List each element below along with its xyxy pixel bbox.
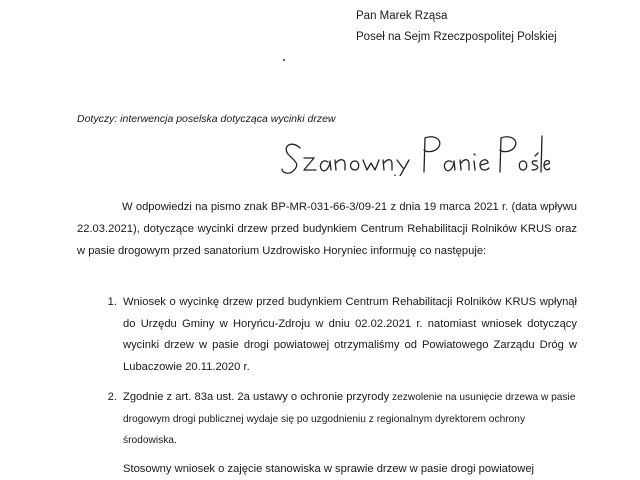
handwritten-salutation-image: [278, 128, 550, 176]
numbered-list: [77, 292, 577, 480]
addressee-block: [356, 6, 557, 48]
list-item: [77, 292, 577, 378]
handwritten-salutation: [278, 128, 550, 181]
addressee-title: Poseł na Sejm Rzeczpospolitej Polskiej: [356, 31, 557, 43]
subject-line: Dotyczy: interwencja poselska dotycząca wycinki drzew: [77, 113, 336, 125]
list-item: [77, 387, 577, 452]
intro-paragraph: [77, 196, 577, 263]
stray-mark: [283, 59, 285, 61]
list-item-continuation: Stosowny wniosek o zajęcie stanowiska w sprawie drzew w pasie drogi powiatowej: [123, 462, 535, 475]
list-item-text: Wniosek o wycinkę drzew przed budynkiem Centrum Rehabilitacji Rolników KRUS wpłynął do Urzędu Gminy w Horyńcu-Zdroju w dniu 02.02.2021 r. natomiast wniosek dotyczący wycinki drzew w pasie drogi powiatowej otrzymaliśmy od Powiatowego Zarządu Dróg w Lubaczowie 20.11.2020 r.: [123, 296, 577, 373]
intro-paragraph-text: W odpowiedzi na pismo znak BP-MR-031-66-3/09-21 z dnia 19 marca 2021 r. (data wpływu 22.03.2021), dotyczące wycinki drzew przed budynkiem Centrum Rehabilitacji Rolników KRUS oraz w pasie drogowym przed sanatorium Uzdrowisko Horyniec informuję co następuje:: [77, 201, 577, 258]
list-item-number: 1.: [107, 296, 117, 308]
addressee-name: Pan Marek Rząsa: [356, 10, 448, 22]
list-item-text: zezwolenie na usunięcie drzewa w pasie drogowym drogi publicznej wydaje się po uzgodnieniu z regionalnym dyrektorem ochrony środowiska.: [123, 392, 576, 446]
list-item-number: 2.: [107, 391, 117, 403]
list-item-lead-text: Zgodnie z art. 83a ust. 2a ustawy o ochronie przyrody: [123, 391, 390, 403]
